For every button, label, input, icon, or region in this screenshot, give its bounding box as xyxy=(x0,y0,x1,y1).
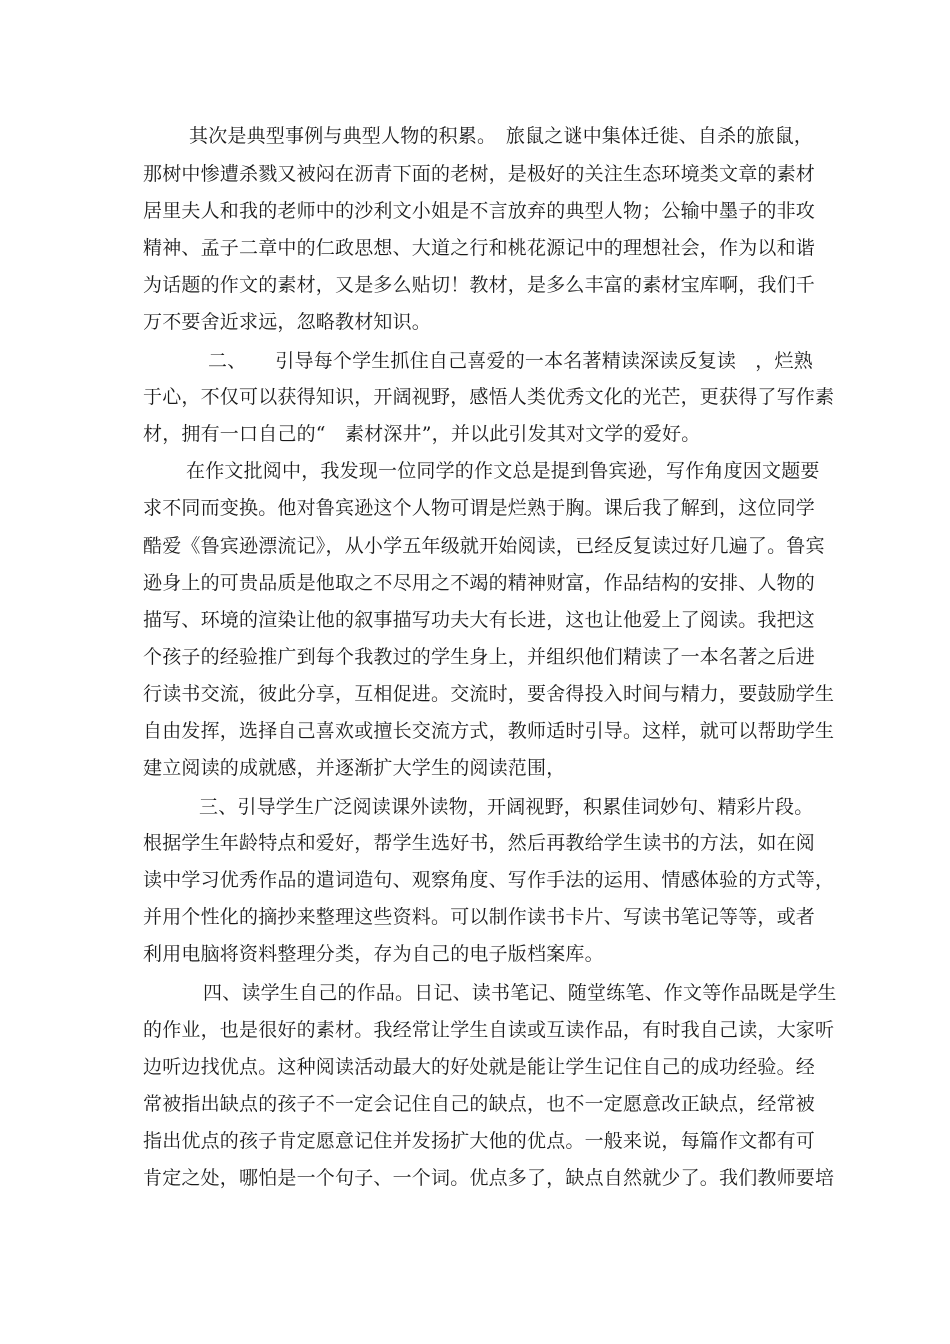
text-line: 的作业，也是很好的素材。我经常让学生自读或互读作品，有时我自己读，大家听 xyxy=(143,1019,835,1041)
text-line: 指出优点的孩子肯定愿意记住并发扬扩大他的优点。一般来说，每篇作文都有可 xyxy=(143,1130,816,1152)
text-line: 万不要舍近求远，忽略教材知识。 xyxy=(143,311,432,333)
text-line: 逊身上的可贵品质是他取之不尽用之不竭的精神财富，作品结构的安排、人物的 xyxy=(143,572,816,594)
text-line: 并用个性化的摘抄来整理这些资料。可以制作读书卡片、写读书笔记等等，或者 xyxy=(143,906,816,928)
text-line: 居里夫人和我的老师中的沙利文小姐是不言放弃的典型人物；公输中墨子的非攻 xyxy=(143,200,816,222)
text-line: 描写、环境的渲染让他的叙事描写功夫大有长进，这也让他爱上了阅读。我把这 xyxy=(143,609,816,631)
text-line: 利用电脑将资料整理分类，存为自己的电子版档案库。 xyxy=(143,943,604,965)
text-line: 在作文批阅中，我发现一位同学的作文总是提到鲁宾逊，写作角度因文题要 xyxy=(186,460,820,482)
text-line: 精神、孟子二章中的仁政思想、大道之行和桃花源记中的理想社会，作为以和谐 xyxy=(143,237,816,259)
heading-two: 二、 引导每个学生抓住自己喜爱的一本名著精读深读反复读 ，烂熟 xyxy=(208,350,813,372)
text-line: 常被指出缺点的孩子不一定会记住自己的缺点，也不一定愿意改正缺点，经常被 xyxy=(143,1093,816,1115)
heading-four: 四、读学生自己的作品。日记、读书笔记、随堂练笔、作文等作品既是学生 xyxy=(203,982,837,1004)
text-line: 行读书交流，彼此分享，互相促进。交流时，要舍得投入时间与精力，要鼓励学生 xyxy=(143,683,835,705)
text-line: 边听边找优点。这种阅读活动最大的好处就是能让学生记住自己的成功经验。经 xyxy=(143,1056,816,1078)
text-line: 其次是典型事例与典型人物的积累。 旅鼠之谜中集体迁徙、自杀的旅鼠， xyxy=(189,125,814,147)
heading-three: 三、引导学生广泛阅读课外读物，开阔视野，积累佳词妙句、精彩片段。 xyxy=(199,796,814,818)
text-line: 于心，不仅可以获得知识，开阔视野，感悟人类优秀文化的光芒，更获得了写作素 xyxy=(143,386,835,408)
text-line: 为话题的作文的素材，又是多么贴切！教材，是多么丰富的素材宝库啊，我们千 xyxy=(143,274,816,296)
text-line: 求不同而变换。他对鲁宾逊这个人物可谓是烂熟于胸。课后我了解到，这位同学 xyxy=(143,497,816,519)
text-line: 个孩子的经验推广到每个我教过的学生身上，并组织他们精读了一本名著之后进 xyxy=(143,646,816,668)
text-line: 材，拥有一口自己的“ 素材深井”，并以此引发其对文学的爱好。 xyxy=(143,423,701,445)
text-line: 那树中惨遭杀戮又被闷在沥青下面的老树，是极好的关注生态环境类文章的素材 xyxy=(143,163,816,185)
text-line: 建立阅读的成就感，并逐渐扩大学生的阅读范围， xyxy=(143,757,566,779)
text-line: 读中学习优秀作品的遣词造句、观察角度、写作手法的运用、情感体验的方式等， xyxy=(143,869,835,891)
text-line: 酷爱《鲁宾逊漂流记》，从小学五年级就开始阅读，已经反复读过好几遍了。鲁宾 xyxy=(143,535,825,557)
text-line: 肯定之处，哪怕是一个句子、一个词。优点多了，缺点自然就少了。我们教师要培 xyxy=(143,1167,835,1189)
text-line: 根据学生年龄特点和爱好，帮学生选好书，然后再教给学生读书的方法，如在阅 xyxy=(143,832,816,854)
text-line: 自由发挥，选择自己喜欢或擅长交流方式，教师适时引导。这样，就可以帮助学生 xyxy=(143,720,835,742)
